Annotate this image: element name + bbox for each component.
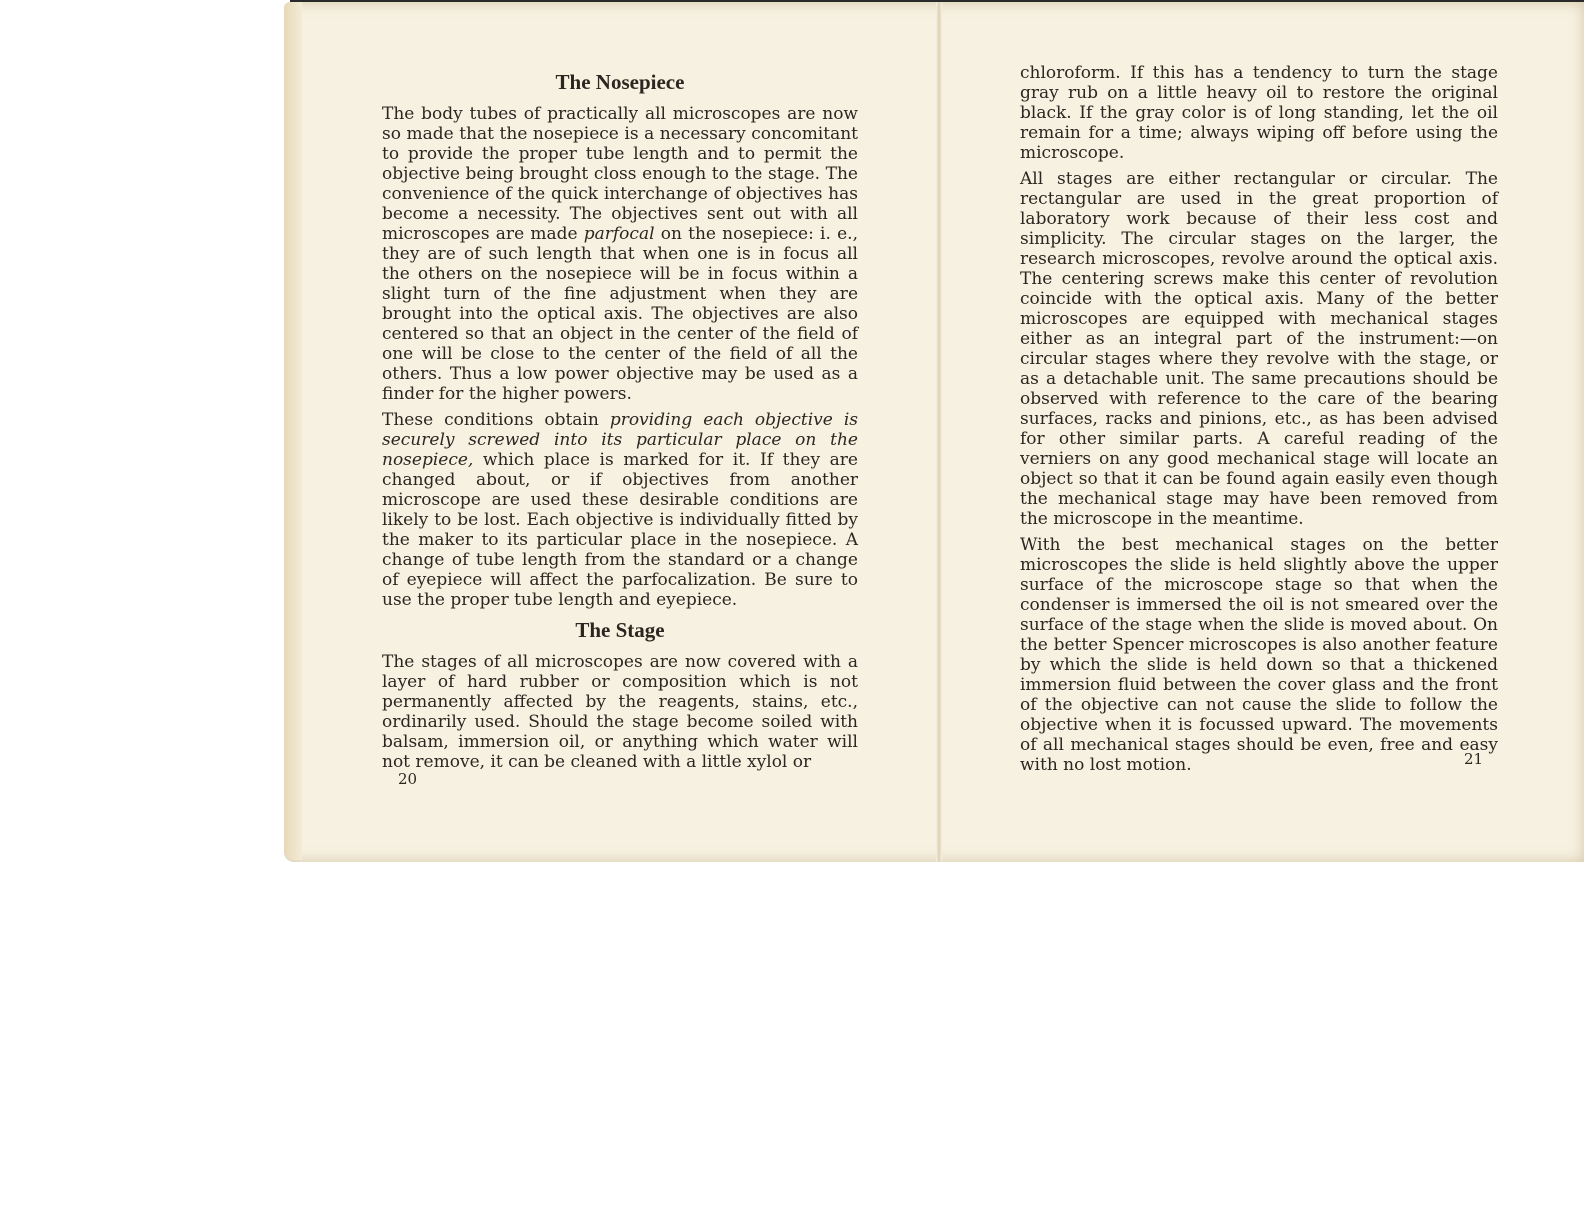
left-page <box>382 68 858 778</box>
book-gutter <box>936 2 942 862</box>
text-run: These conditions obtain <box>382 410 610 430</box>
emphasis-parfocal: parfocal <box>583 224 655 244</box>
emphasis-providing: providing each objective is securely screwed into its particular place on the nosepiece, <box>382 410 858 470</box>
stage-paragraph-3: All stages are either rectangular or circular. The rectangular are used in the great proportion of laboratory work because of their less cost and simplicity. The circular stages on the larger, the research microscopes, revolve around the optical axis. The centering screws make this center of revolution coincide with the optical axis. Many of the better microscopes are equipped with mechanical stages either as an integral part of the instrument:—on circular stages where they revolve with the stage, or as a detachable unit. The same precautions should be observed with reference to the care of the bearing surfaces, racks and pinions, etc., as has been advised for other similar parts. A careful reading of the verniers on any good mechanical stage will locate an object so that it can be found again easily even though the mechanical stage may have been removed from the microscope in the meantime. <box>1020 169 1498 529</box>
text-run: on the nosepiece: i. e., they are of such length that when one is in focus all the others on the nosepiece will be in focus within a slight turn of the fine adjustment when they are brought into the optical axis. The objectives are also centered so that an object in the center of the field of one will be close to the center of the field of all the others. Thus a low power objective may be used as a finder for the higher powers. <box>382 224 858 404</box>
stage-paragraph-2: chloroform. If this has a tendency to turn the stage gray rub on a little heavy oil to restore the original black. If the gray color is of long standing, let the oil remain for a time; always wiping off before using the microscope. <box>1020 63 1498 163</box>
page-number-right: 21 <box>1464 750 1484 768</box>
heading-nosepiece: The Nosepiece <box>555 70 685 94</box>
nosepiece-paragraph-1 <box>382 104 858 404</box>
right-page <box>1020 63 1498 781</box>
page-edges <box>284 2 302 860</box>
text-run: The body tubes of practically all microscopes are now so made that the nosepiece is a necessary concomitant to provide the proper tube length and to permit the objective being brought closs enough to the stage. The convenience of the quick interchange of objectives has become a necessity. The objectives sent out with all microscopes are made <box>382 104 858 244</box>
nosepiece-paragraph-2 <box>382 410 858 610</box>
stage-paragraph-4: With the best mechanical stages on the better microscopes the slide is held slightly above the upper surface of the microscope stage so that when the condenser is immersed the oil is not smeared over the surface of the stage when the slide is moved about. On the better Spencer microscopes is also another feature by which the slide is held down so that a thickened immersion fluid between the cover glass and the front of the objective can not cause the slide to follow the objective when it is focussed upward. The movements of all mechanical stages should be even, free and easy with no lost motion. <box>1020 535 1498 775</box>
stage-paragraph-1: The stages of all microscopes are now covered with a layer of hard rubber or composition which is not permanently affected by the reagents, stains, etc., ordinarily used. Should the stage become soiled with balsam, immersion oil, or anything which water will not remove, it can be cleaned with a little xylol or <box>382 652 858 772</box>
text-run: which place is marked for it. If they are changed about, or if objectives from another microscope are used these desirable conditions are likely to be lost. Each objective is individually fitted by the maker to its particular place in the nosepiece. A change of tube length from the standard or a change of eyepiece will affect the parfocalization. Be sure to use the proper tube length and eyepiece. <box>382 450 858 610</box>
heading-stage: The Stage <box>575 618 665 642</box>
page-number-left: 20 <box>398 770 418 788</box>
